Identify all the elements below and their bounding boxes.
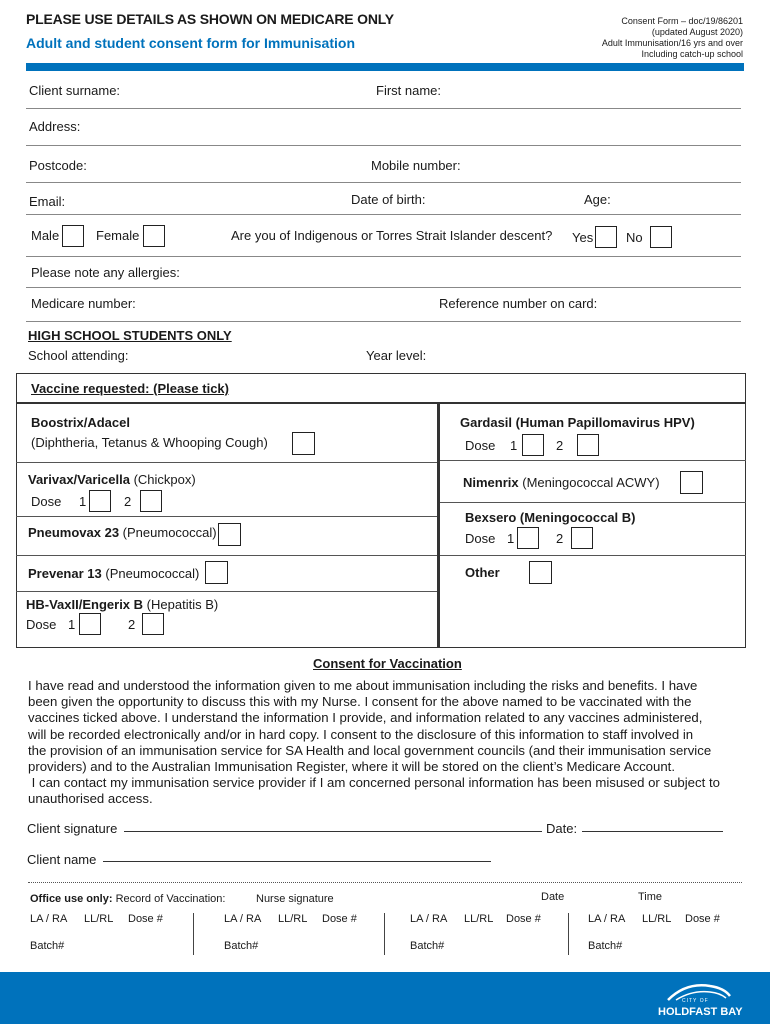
form-reference-line: Adult Immunisation/16 yrs and over: [601, 38, 743, 48]
prevenar-checkbox[interactable]: [205, 561, 228, 584]
mobile-label: Mobile number:: [371, 158, 461, 173]
batch-label: Batch#: [588, 940, 623, 952]
divider: [26, 287, 741, 288]
female-checkbox[interactable]: [143, 225, 165, 247]
site-label: LA / RA: [588, 913, 626, 925]
yes-label: Yes: [572, 230, 594, 245]
school-label: School attending:: [28, 348, 129, 363]
hbvax-dose1-checkbox[interactable]: [79, 613, 101, 635]
client-name-line[interactable]: [103, 861, 491, 862]
dose-label: Dose: [465, 438, 496, 453]
pneumovax-line: [28, 525, 217, 540]
hbvax-dose2-checkbox[interactable]: [142, 613, 164, 635]
divider: [26, 145, 741, 146]
consent-line: unauthorised access.: [28, 791, 153, 807]
nurse-signature-label: Nurse signature: [256, 893, 334, 905]
consent-text: [28, 678, 743, 808]
hbvax-name: HB-VaxII/Engerix B: [26, 597, 144, 612]
year-label: Year level:: [366, 348, 427, 363]
divider: [26, 182, 741, 183]
office-use-line: [30, 893, 225, 905]
prevenar-desc: (Pneumococcal): [105, 566, 200, 581]
indigenous-yes-checkbox[interactable]: [595, 226, 617, 248]
divider: [26, 321, 741, 322]
batch-label: Batch#: [410, 940, 445, 952]
dose-2-label: 2: [556, 531, 564, 546]
address-label: Address:: [29, 119, 81, 134]
consent-line: will be recorded electronically and/or in hard copy. I consent to the disclosure of this information to staff involved in: [28, 726, 694, 742]
email-label: Email:: [29, 194, 66, 209]
boostrix-desc: (Diphtheria, Tetanus & Whooping Cough): [31, 435, 268, 450]
gardasil-dose1-checkbox[interactable]: [522, 434, 544, 456]
form-reference-line: Consent Form – doc/19/86201: [621, 16, 743, 26]
vaccine-heading: Vaccine requested: (Please tick): [31, 381, 229, 396]
dose-label: Dose: [26, 617, 57, 632]
dose-1-label: 1: [507, 531, 515, 546]
pneumovax-checkbox[interactable]: [218, 523, 241, 546]
ll-label: LL/RL: [84, 913, 114, 925]
holdfast-bay-logo: [650, 976, 760, 1022]
hbvax-line: [26, 597, 218, 612]
batch-label: Batch#: [30, 940, 65, 952]
varivax-desc: (Chickpox): [133, 472, 196, 487]
consent-heading: Consent for Vaccination: [313, 656, 462, 671]
logo-text: HOLDFAST BAY: [658, 1006, 743, 1018]
divider: [26, 108, 741, 109]
consent-line: been given the opportunity to discuss this with my Nurse. I consent for the above named to be vaccinated with the: [28, 694, 692, 710]
site-label: LA / RA: [30, 913, 68, 925]
row-rule: [16, 591, 437, 592]
client-name-label: Client name: [27, 852, 97, 867]
consent-line: I have read and understood the information given to me about immunisation including the risks and benefits. I have: [28, 678, 698, 693]
office-time-label: Time: [638, 891, 663, 903]
age-label: Age:: [584, 192, 611, 207]
record-label: Record of Vaccination:: [115, 893, 226, 905]
site-label: LA / RA: [410, 913, 448, 925]
varivax-dose1-checkbox[interactable]: [89, 490, 111, 512]
dose-2-label: 2: [128, 617, 136, 632]
dose-label: Dose: [465, 531, 496, 546]
pneumovax-desc: (Pneumococcal): [122, 525, 217, 540]
consent-line: providers) and to the Australian Immunisation Register, where it will be stored on the client’s Medicare Account.: [28, 759, 676, 775]
postcode-label: Postcode:: [29, 158, 87, 173]
prevenar-line: [28, 566, 199, 581]
office-column-divider: [384, 913, 385, 955]
dose-number-label: Dose #: [685, 913, 720, 925]
table-rule: [16, 402, 746, 404]
first-name-label: First name:: [376, 83, 442, 98]
client-surname-label: Client surname:: [29, 83, 121, 98]
column-divider: [437, 403, 440, 648]
office-date-label: Date: [541, 891, 565, 903]
nimenrix-desc: (Meningococcal ACWY): [522, 475, 660, 490]
dose-2-label: 2: [556, 438, 564, 453]
other-label: Other: [465, 565, 500, 580]
allergies-label: Please note any allergies:: [31, 265, 180, 280]
dose-1-label: 1: [68, 617, 76, 632]
female-label: Female: [96, 228, 140, 243]
divider: [26, 214, 741, 215]
form-reference-line: Including catch-up school: [641, 49, 743, 59]
dose-1-label: 1: [79, 494, 87, 509]
prevenar-name: Prevenar 13: [28, 566, 102, 581]
office-divider: [28, 882, 742, 883]
no-label: No: [626, 230, 643, 245]
hbvax-desc: (Hepatitis B): [146, 597, 219, 612]
logo-small-text: CITY OF: [682, 998, 709, 1004]
varivax-line: [28, 472, 196, 487]
client-signature-label: Client signature: [27, 821, 118, 836]
bexsero-dose2-checkbox[interactable]: [571, 527, 593, 549]
consent-line: vaccines ticked above. I understand the information I provide, and information related to any vaccines administered,: [28, 710, 703, 726]
form-title: Adult and student consent form for Immunisation: [26, 35, 355, 51]
nimenrix-name: Nimenrix: [463, 475, 519, 490]
indigenous-question: Are you of Indigenous or Torres Strait Islander descent?: [231, 228, 553, 243]
male-checkbox[interactable]: [62, 225, 84, 247]
row-rule: [440, 502, 746, 503]
signature-date-label: Date:: [546, 821, 578, 836]
nimenrix-line: [463, 475, 660, 490]
bexsero-dose1-checkbox[interactable]: [517, 527, 539, 549]
row-rule: [440, 460, 746, 461]
gardasil-dose2-checkbox[interactable]: [577, 434, 599, 456]
client-signature-line[interactable]: [124, 831, 542, 832]
dose-label: Dose: [31, 494, 62, 509]
divider: [26, 256, 741, 257]
form-reference-line: (updated August 2020): [651, 27, 743, 37]
indigenous-no-checkbox[interactable]: [650, 226, 672, 248]
ll-label: LL/RL: [278, 913, 308, 925]
office-use-label: Office use only:: [30, 893, 113, 905]
boostrix-name: Boostrix/Adacel: [31, 415, 130, 430]
dose-number-label: Dose #: [128, 913, 163, 925]
ll-label: LL/RL: [642, 913, 672, 925]
form-reference: [602, 16, 743, 60]
signature-date-line[interactable]: [582, 831, 723, 832]
boostrix-checkbox[interactable]: [292, 432, 315, 455]
reference-label: Reference number on card:: [439, 296, 598, 311]
consent-line: the provision of an immunisation service for SA Health and local government councils (and their immunisation service: [28, 742, 712, 758]
dob-label: Date of birth:: [351, 192, 426, 207]
school-heading: HIGH SCHOOL STUDENTS ONLY: [28, 328, 232, 343]
ll-label: LL/RL: [464, 913, 494, 925]
bexsero-name: Bexsero (Meningococcal B): [465, 510, 636, 525]
site-label: LA / RA: [224, 913, 262, 925]
row-rule: [440, 555, 746, 556]
other-checkbox[interactable]: [529, 561, 552, 584]
pneumovax-name: Pneumovax 23: [28, 525, 120, 540]
dose-2-label: 2: [124, 494, 132, 509]
consent-line: I can contact my immunisation service provider if I am concerned personal information has been misused or subject to: [28, 775, 720, 791]
medicare-label: Medicare number:: [31, 296, 136, 311]
office-column-divider: [193, 913, 194, 955]
varivax-name: Varivax/Varicella: [28, 472, 130, 487]
dose-number-label: Dose #: [322, 913, 357, 925]
batch-label: Batch#: [224, 940, 259, 952]
row-rule: [16, 462, 437, 463]
office-column-divider: [568, 913, 569, 955]
row-rule: [16, 555, 437, 556]
row-rule: [16, 516, 437, 517]
dose-1-label: 1: [510, 438, 518, 453]
varivax-dose2-checkbox[interactable]: [140, 490, 162, 512]
nimenrix-checkbox[interactable]: [680, 471, 703, 494]
male-label: Male: [31, 228, 60, 243]
gardasil-name: Gardasil (Human Papillomavirus HPV): [460, 415, 695, 430]
dose-number-label: Dose #: [506, 913, 541, 925]
header-bar: [26, 63, 744, 71]
footer-bar: [0, 972, 770, 1024]
medicare-notice: PLEASE USE DETAILS AS SHOWN ON MEDICARE ONLY: [26, 11, 394, 27]
